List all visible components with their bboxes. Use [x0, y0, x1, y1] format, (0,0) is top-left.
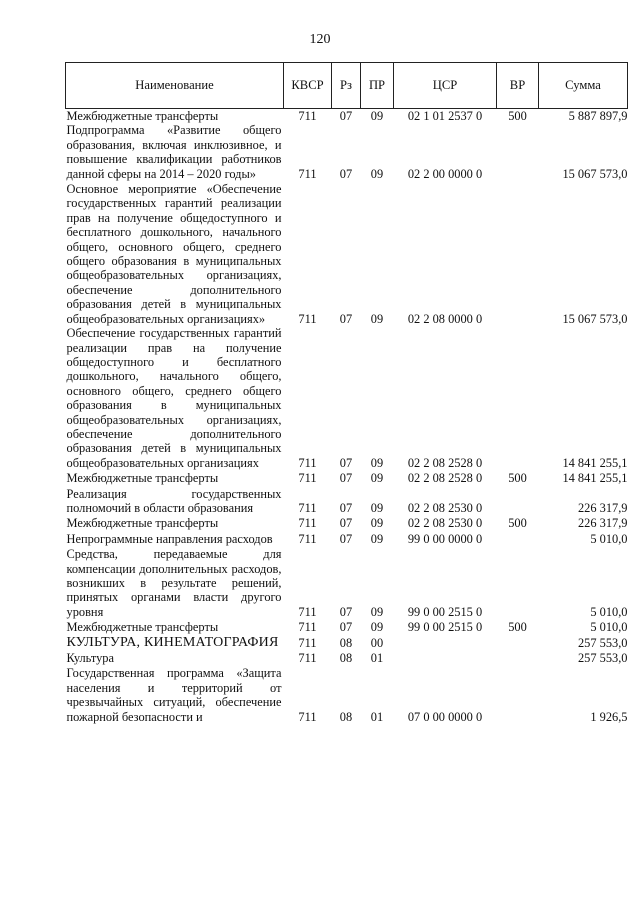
- row-kvsr: 711: [298, 709, 317, 724]
- row-name: Культура: [66, 651, 114, 666]
- row-vr: 500: [508, 516, 527, 531]
- table-row: [66, 470, 628, 485]
- row-name: Межбюджетные трансферты: [66, 516, 219, 531]
- row-rz: 07: [339, 620, 353, 635]
- row-sum: 5 010,0: [590, 604, 628, 619]
- row-kvsr: 711: [298, 516, 317, 531]
- row-vr: [497, 181, 539, 326]
- row-vr: [497, 531, 539, 546]
- row-rz: 07: [339, 166, 353, 181]
- row-rz: 08: [339, 709, 353, 724]
- table-row: [66, 665, 628, 724]
- row-csr: 07 0 00 0000 0: [407, 709, 483, 724]
- row-rz: 07: [339, 500, 353, 515]
- row-rz: 07: [339, 604, 353, 619]
- table-row: [66, 650, 628, 665]
- row-pr: 09: [370, 455, 384, 470]
- row-kvsr: 711: [298, 651, 317, 666]
- row-pr: 01: [370, 651, 384, 666]
- table-row: [66, 546, 628, 619]
- row-csr: 02 2 08 2530 0: [407, 516, 483, 531]
- row-sum: 1 926,5: [590, 709, 628, 724]
- table-header: [66, 63, 628, 109]
- row-sum: 14 841 255,1: [562, 455, 628, 470]
- row-pr: 09: [370, 471, 384, 486]
- row-csr: 02 2 08 2528 0: [407, 471, 483, 486]
- row-vr: 500: [508, 471, 527, 486]
- row-name: КУЛЬТУРА, КИНЕМАТОГРАФИЯ: [66, 634, 279, 650]
- row-name: Межбюджетные трансферты: [66, 471, 219, 486]
- row-kvsr: 711: [298, 471, 317, 486]
- row-name: Непрограммные направления расходов: [66, 531, 273, 546]
- row-pr: 09: [370, 311, 384, 326]
- row-sum: 257 553,0: [577, 651, 628, 666]
- row-pr: 09: [370, 516, 384, 531]
- row-rz: 07: [339, 531, 353, 546]
- header-csr: ЦСР: [394, 63, 497, 109]
- row-pr: 09: [370, 531, 384, 546]
- row-csr: 02 1 01 2537 0: [407, 109, 483, 123]
- header-name: Наименование: [66, 63, 284, 109]
- row-vr: [497, 546, 539, 619]
- table-row: [66, 326, 628, 470]
- row-pr: 01: [370, 709, 384, 724]
- row-sum: 5 887 897,9: [568, 109, 628, 123]
- row-vr: 500: [508, 620, 527, 635]
- row-rz: 07: [339, 109, 353, 123]
- row-vr: [497, 486, 539, 516]
- row-sum: 14 841 255,1: [562, 471, 628, 486]
- row-kvsr: 711: [298, 635, 317, 650]
- row-vr: [497, 635, 539, 650]
- row-name: Межбюджетные трансферты: [66, 109, 219, 123]
- row-name: Основное мероприятие «Обеспечение государственных гарантий реализации прав на получение общедоступного и бесплатного дошкольного, начального общего, основного общего, среднего общего образования в муниципальных общеобразовательных организациях, обеспечение дополнительного образования детей в муниципальных общеобразовательных организациях»: [66, 182, 282, 326]
- row-vr: [497, 665, 539, 724]
- row-kvsr: 711: [298, 166, 317, 181]
- row-name: Государственная программа «Защита населения и территорий от чрезвычайных ситуаций, обеспечение пожарной безопасности и: [66, 666, 282, 724]
- table-row: [66, 531, 628, 546]
- row-pr: 09: [370, 604, 384, 619]
- header-kvsr: КВСР: [284, 63, 332, 109]
- header-sum: Сумма: [539, 63, 628, 109]
- row-sum: 257 553,0: [577, 635, 628, 650]
- table-row: [66, 635, 628, 650]
- row-sum: 5 010,0: [590, 531, 628, 546]
- row-rz: 07: [339, 471, 353, 486]
- row-csr: 02 2 00 0000 0: [407, 166, 483, 181]
- row-sum: 226 317,9: [577, 500, 628, 515]
- row-csr: 99 0 00 2515 0: [407, 604, 483, 619]
- row-rz: 08: [339, 635, 353, 650]
- row-pr: 09: [370, 109, 384, 123]
- row-name: Подпрограмма «Развитие общего образования, включая инклюзивное, и повышение квалификации работников данной сферы на 2014 – 2020 годы»: [66, 123, 282, 181]
- row-kvsr: 711: [298, 620, 317, 635]
- table-row: [66, 486, 628, 516]
- row-vr: 500: [508, 109, 527, 123]
- row-rz: 08: [339, 651, 353, 666]
- row-name: Межбюджетные трансферты: [66, 620, 219, 635]
- table-row: [66, 181, 628, 326]
- row-vr: [497, 650, 539, 665]
- row-kvsr: 711: [298, 455, 317, 470]
- row-csr: 99 0 00 0000 0: [407, 531, 483, 546]
- row-pr: 09: [370, 500, 384, 515]
- header-vr: ВР: [497, 63, 539, 109]
- row-sum: 5 010,0: [590, 620, 628, 635]
- row-sum: 15 067 573,0: [562, 311, 628, 326]
- row-name: Обеспечение государственных гарантий реализации прав на получение общедоступного и бесплатного дошкольного, начального общего, основного общего, среднего общего образования в муниципальных общеобразовательных организациях, обеспечение дополнительного образования детей в муниципальных общеобразовательных организациях: [66, 326, 282, 470]
- row-pr: 09: [370, 166, 384, 181]
- row-kvsr: 711: [298, 109, 317, 123]
- row-kvsr: 711: [298, 531, 317, 546]
- row-vr: [497, 326, 539, 470]
- row-pr: 09: [370, 620, 384, 635]
- header-rz: Рз: [332, 63, 361, 109]
- row-csr: 99 0 00 2515 0: [407, 620, 483, 635]
- row-csr: 02 2 08 2530 0: [407, 500, 483, 515]
- table-row: [66, 515, 628, 530]
- row-csr: [394, 635, 497, 650]
- page-number: 120: [309, 32, 331, 47]
- table-row: [66, 109, 628, 124]
- row-csr: [394, 650, 497, 665]
- table-row: [66, 619, 628, 634]
- row-csr: 02 2 08 0000 0: [407, 311, 483, 326]
- row-csr: 02 2 08 2528 0: [407, 455, 483, 470]
- header-pr: ПР: [361, 63, 394, 109]
- row-name: Средства, передаваемые для компенсации дополнительных расходов, возникших в результате решений, принятых органами власти другого уровня: [66, 547, 282, 619]
- row-kvsr: 711: [298, 311, 317, 326]
- row-rz: 07: [339, 311, 353, 326]
- row-sum: 226 317,9: [577, 516, 628, 531]
- row-kvsr: 711: [298, 500, 317, 515]
- budget-table: [65, 62, 628, 724]
- row-pr: 00: [370, 635, 384, 650]
- row-name: Реализация государственных полномочий в области образования: [66, 486, 282, 515]
- table-row: [66, 123, 628, 181]
- row-vr: [497, 123, 539, 181]
- row-kvsr: 711: [298, 604, 317, 619]
- row-rz: 07: [339, 455, 353, 470]
- row-sum: 15 067 573,0: [562, 166, 628, 181]
- row-rz: 07: [339, 516, 353, 531]
